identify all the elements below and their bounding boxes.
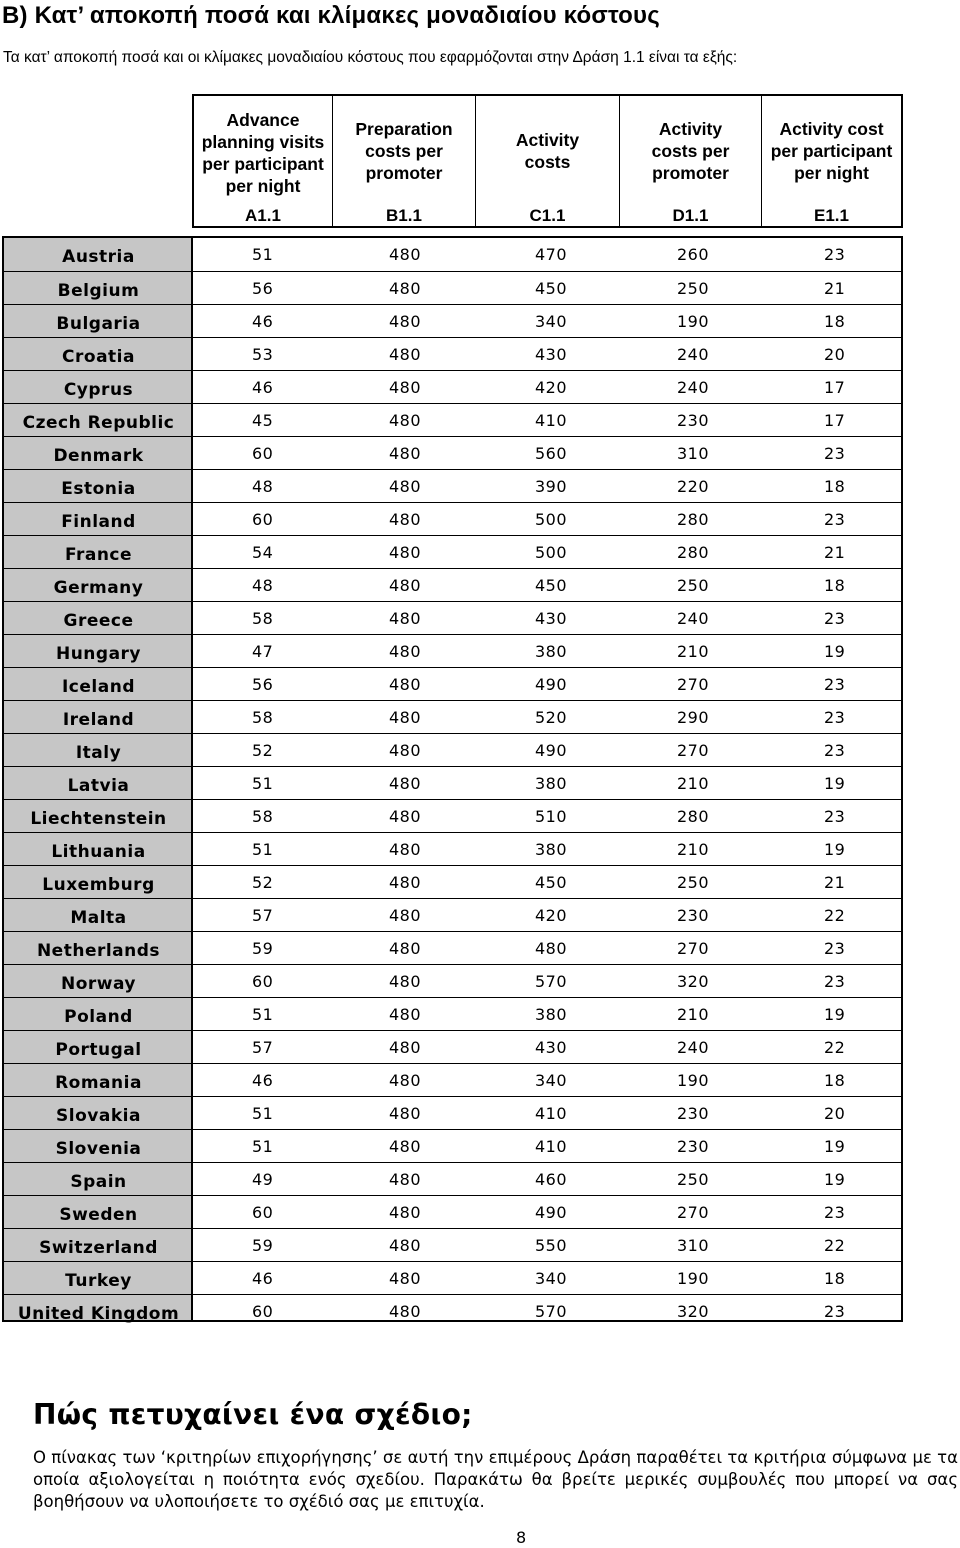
value-c: 340 <box>535 1071 568 1090</box>
value-d: 310 <box>677 444 710 463</box>
value-d: 240 <box>677 378 710 397</box>
value-c: 450 <box>535 279 568 298</box>
table-row <box>4 1096 901 1129</box>
value-e: 19 <box>824 1170 846 1189</box>
table-row <box>4 832 901 865</box>
value-d: 320 <box>677 972 710 991</box>
country-name: Italy <box>75 743 122 763</box>
table-row <box>4 634 901 667</box>
value-d: 210 <box>677 642 710 661</box>
country-name: Austria <box>62 247 135 267</box>
value-a: 52 <box>252 741 274 760</box>
value-e: 23 <box>824 609 846 628</box>
country-name: Malta <box>70 908 127 928</box>
value-e: 17 <box>824 378 846 397</box>
value-b: 480 <box>389 840 422 859</box>
value-d: 190 <box>677 312 710 331</box>
table-row <box>4 337 901 370</box>
value-a: 53 <box>252 345 274 364</box>
table-row <box>4 799 901 832</box>
column-label: Advance planning visits per participant per night <box>201 110 325 196</box>
value-e: 19 <box>824 840 846 859</box>
value-e: 21 <box>824 873 846 892</box>
value-d: 190 <box>677 1269 710 1288</box>
table-row <box>4 535 901 568</box>
value-e: 23 <box>824 1203 846 1222</box>
value-b: 480 <box>389 1137 422 1156</box>
section-title: Β) Κατ’ αποκοπή ποσά και κλίμακες μοναδιαίου κόστους <box>2 2 660 29</box>
value-d: 250 <box>677 576 710 595</box>
country-name: Slovakia <box>56 1106 141 1126</box>
country-name: Sweden <box>59 1205 138 1225</box>
value-b: 480 <box>389 708 422 727</box>
column-header-b <box>332 96 475 226</box>
value-a: 58 <box>252 708 274 727</box>
value-d: 270 <box>677 939 710 958</box>
value-d: 240 <box>677 609 710 628</box>
table-row <box>4 1162 901 1195</box>
table-row <box>4 601 901 634</box>
value-b: 480 <box>389 873 422 892</box>
value-c: 420 <box>535 378 568 397</box>
value-c: 450 <box>535 873 568 892</box>
value-c: 380 <box>535 774 568 793</box>
country-name: Romania <box>55 1073 142 1093</box>
value-b: 480 <box>389 378 422 397</box>
value-a: 59 <box>252 939 274 958</box>
value-d: 190 <box>677 1071 710 1090</box>
value-d: 210 <box>677 774 710 793</box>
table-row <box>4 502 901 535</box>
country-name: Cyprus <box>63 380 134 400</box>
value-b: 480 <box>389 972 422 991</box>
value-b: 480 <box>389 411 422 430</box>
value-b: 480 <box>389 1005 422 1024</box>
value-c: 490 <box>535 1203 568 1222</box>
value-a: 57 <box>252 1038 274 1057</box>
country-name: Norway <box>60 974 137 994</box>
value-e: 23 <box>824 444 846 463</box>
value-d: 230 <box>677 1137 710 1156</box>
column-code: C1.1 <box>529 206 566 225</box>
value-d: 260 <box>677 245 710 264</box>
country-name: Turkey <box>65 1271 132 1291</box>
value-b: 480 <box>389 279 422 298</box>
value-a: 52 <box>252 873 274 892</box>
table-header <box>192 94 903 228</box>
value-a: 51 <box>252 774 274 793</box>
column-label: Activity costs per promoter <box>651 119 730 183</box>
country-name: Poland <box>64 1007 133 1027</box>
column-header-d <box>619 96 761 226</box>
table-row <box>4 1294 901 1327</box>
value-c: 520 <box>535 708 568 727</box>
country-name: Slovenia <box>55 1139 142 1159</box>
value-c: 570 <box>535 972 568 991</box>
value-b: 480 <box>389 807 422 826</box>
value-c: 410 <box>535 411 568 430</box>
value-a: 60 <box>252 1302 274 1321</box>
value-e: 23 <box>824 708 846 727</box>
value-a: 47 <box>252 642 274 661</box>
table-row <box>4 1261 901 1294</box>
value-d: 230 <box>677 411 710 430</box>
country-name: Greece <box>63 611 134 631</box>
value-a: 46 <box>252 378 274 397</box>
value-e: 23 <box>824 1302 846 1321</box>
value-e: 22 <box>824 906 846 925</box>
value-b: 480 <box>389 906 422 925</box>
value-e: 23 <box>824 675 846 694</box>
value-b: 480 <box>389 1203 422 1222</box>
value-d: 230 <box>677 1104 710 1123</box>
table-row <box>4 238 901 271</box>
value-d: 270 <box>677 675 710 694</box>
value-c: 340 <box>535 312 568 331</box>
column-label: Activity costs <box>515 130 580 172</box>
country-name: Hungary <box>55 644 142 664</box>
value-d: 210 <box>677 1005 710 1024</box>
value-d: 280 <box>677 543 710 562</box>
table-row <box>4 271 901 304</box>
value-a: 60 <box>252 1203 274 1222</box>
value-e: 22 <box>824 1236 846 1255</box>
value-c: 420 <box>535 906 568 925</box>
table-row <box>4 403 901 436</box>
value-a: 51 <box>252 1137 274 1156</box>
table-row <box>4 865 901 898</box>
column-label: Preparation costs per promoter <box>355 119 453 183</box>
country-name: Netherlands <box>36 941 161 961</box>
table-row <box>4 1129 901 1162</box>
column-code: A1.1 <box>245 206 281 225</box>
value-e: 19 <box>824 642 846 661</box>
value-d: 230 <box>677 906 710 925</box>
country-name: United Kingdom <box>17 1304 180 1324</box>
value-e: 23 <box>824 972 846 991</box>
value-c: 380 <box>535 1005 568 1024</box>
value-b: 480 <box>389 609 422 628</box>
value-c: 480 <box>535 939 568 958</box>
value-c: 380 <box>535 642 568 661</box>
value-c: 430 <box>535 1038 568 1057</box>
value-b: 480 <box>389 1170 422 1189</box>
table-row <box>4 964 901 997</box>
value-e: 19 <box>824 1137 846 1156</box>
table-row <box>4 304 901 337</box>
value-d: 320 <box>677 1302 710 1321</box>
value-c: 500 <box>535 543 568 562</box>
value-b: 480 <box>389 1038 422 1057</box>
value-b: 480 <box>389 1269 422 1288</box>
value-d: 310 <box>677 1236 710 1255</box>
value-b: 480 <box>389 1071 422 1090</box>
country-name: Denmark <box>53 446 144 466</box>
value-e: 18 <box>824 312 846 331</box>
value-a: 48 <box>252 576 274 595</box>
value-e: 23 <box>824 807 846 826</box>
value-a: 56 <box>252 675 274 694</box>
value-e: 23 <box>824 741 846 760</box>
value-e: 21 <box>824 279 846 298</box>
cost-table <box>2 236 903 1322</box>
value-a: 58 <box>252 609 274 628</box>
value-c: 470 <box>535 245 568 264</box>
column-header-e <box>761 96 901 226</box>
country-name: Ireland <box>62 710 135 730</box>
column-code: B1.1 <box>386 206 422 225</box>
value-c: 380 <box>535 840 568 859</box>
value-e: 17 <box>824 411 846 430</box>
value-b: 480 <box>389 444 422 463</box>
success-paragraph: Ο πίνακας των ‘κριτηρίων επιχορήγησης’ σε αυτή την επιμέρους Δράση παραθέτει τα κριτήρια σύμφωνα με τα οποία αξιολογείται η ποιότητα ενός σχεδίου. Παρακάτω θα βρείτε μερικές συμβουλές που μπορεί να σας βοηθήσουν να υλοποιήσετε το σχέδιό σας με επιτυχία. <box>33 1448 958 1511</box>
success-heading: Πώς πετυχαίνει ένα σχέδιο; <box>33 1398 473 1431</box>
value-a: 51 <box>252 1104 274 1123</box>
table-row <box>4 766 901 799</box>
country-name: Belgium <box>57 281 140 301</box>
table-row <box>4 667 901 700</box>
table-row <box>4 700 901 733</box>
value-c: 340 <box>535 1269 568 1288</box>
value-c: 550 <box>535 1236 568 1255</box>
table-row <box>4 370 901 403</box>
value-e: 18 <box>824 1269 846 1288</box>
page-number: 8 <box>516 1528 527 1547</box>
column-header-a <box>194 96 332 226</box>
value-d: 250 <box>677 1170 710 1189</box>
value-a: 57 <box>252 906 274 925</box>
value-a: 46 <box>252 1071 274 1090</box>
value-b: 480 <box>389 675 422 694</box>
value-d: 270 <box>677 741 710 760</box>
value-e: 21 <box>824 543 846 562</box>
country-name: Spain <box>70 1172 127 1192</box>
value-d: 240 <box>677 345 710 364</box>
table-row <box>4 436 901 469</box>
value-e: 23 <box>824 510 846 529</box>
table-row <box>4 1063 901 1096</box>
value-b: 480 <box>389 1104 422 1123</box>
value-a: 56 <box>252 279 274 298</box>
table-row <box>4 997 901 1030</box>
value-e: 23 <box>824 245 846 264</box>
table-row <box>4 1195 901 1228</box>
value-b: 480 <box>389 576 422 595</box>
value-b: 480 <box>389 312 422 331</box>
value-d: 250 <box>677 279 710 298</box>
table-row <box>4 1228 901 1261</box>
value-a: 46 <box>252 1269 274 1288</box>
country-name: Germany <box>53 578 144 598</box>
value-a: 60 <box>252 444 274 463</box>
value-c: 570 <box>535 1302 568 1321</box>
country-name: France <box>64 545 133 565</box>
country-name: Estonia <box>61 479 136 499</box>
country-name: Portugal <box>55 1040 142 1060</box>
value-c: 430 <box>535 609 568 628</box>
value-a: 51 <box>252 840 274 859</box>
value-a: 60 <box>252 972 274 991</box>
value-a: 51 <box>252 245 274 264</box>
value-b: 480 <box>389 774 422 793</box>
column-label: Activity cost per participant per night <box>770 119 893 183</box>
table-row <box>4 568 901 601</box>
value-c: 430 <box>535 345 568 364</box>
value-d: 280 <box>677 510 710 529</box>
value-d: 210 <box>677 840 710 859</box>
value-e: 18 <box>824 576 846 595</box>
value-c: 450 <box>535 576 568 595</box>
value-a: 49 <box>252 1170 274 1189</box>
value-e: 18 <box>824 477 846 496</box>
value-d: 220 <box>677 477 710 496</box>
value-e: 18 <box>824 1071 846 1090</box>
value-b: 480 <box>389 543 422 562</box>
value-b: 480 <box>389 741 422 760</box>
value-d: 240 <box>677 1038 710 1057</box>
country-name: Iceland <box>61 677 135 697</box>
value-a: 54 <box>252 543 274 562</box>
value-b: 480 <box>389 1236 422 1255</box>
value-c: 460 <box>535 1170 568 1189</box>
value-b: 480 <box>389 1302 422 1321</box>
value-a: 60 <box>252 510 274 529</box>
country-name: Czech Republic <box>22 413 175 433</box>
value-d: 250 <box>677 873 710 892</box>
value-b: 480 <box>389 510 422 529</box>
value-e: 20 <box>824 345 846 364</box>
value-b: 480 <box>389 345 422 364</box>
column-code: E1.1 <box>814 206 849 225</box>
table-row <box>4 469 901 502</box>
value-b: 480 <box>389 939 422 958</box>
value-a: 45 <box>252 411 274 430</box>
value-e: 20 <box>824 1104 846 1123</box>
column-code: D1.1 <box>672 206 709 225</box>
value-e: 23 <box>824 939 846 958</box>
value-e: 22 <box>824 1038 846 1057</box>
value-c: 500 <box>535 510 568 529</box>
value-b: 480 <box>389 477 422 496</box>
table-row <box>4 931 901 964</box>
table-row <box>4 1030 901 1063</box>
table-row <box>4 733 901 766</box>
value-b: 480 <box>389 642 422 661</box>
country-name: Luxemburg <box>42 875 155 895</box>
value-c: 490 <box>535 741 568 760</box>
value-c: 560 <box>535 444 568 463</box>
country-name: Croatia <box>62 347 135 367</box>
value-e: 19 <box>824 774 846 793</box>
value-a: 48 <box>252 477 274 496</box>
value-c: 490 <box>535 675 568 694</box>
table-row <box>4 898 901 931</box>
country-name: Finland <box>61 512 136 532</box>
value-d: 280 <box>677 807 710 826</box>
value-a: 46 <box>252 312 274 331</box>
country-name: Bulgaria <box>56 314 141 334</box>
country-name: Liechtenstein <box>30 809 167 829</box>
value-c: 510 <box>535 807 568 826</box>
country-name: Latvia <box>67 776 130 796</box>
column-header-c <box>475 96 619 226</box>
value-d: 290 <box>677 708 710 727</box>
value-d: 270 <box>677 1203 710 1222</box>
intro-text: Τα κατ’ αποκοπή ποσά και οι κλίμακες μοναδιαίου κόστους που εφαρμόζονται στην Δράση 1.1 είναι τα εξής: <box>3 49 738 66</box>
country-name: Lithuania <box>51 842 146 862</box>
value-c: 390 <box>535 477 568 496</box>
value-b: 480 <box>389 245 422 264</box>
value-e: 19 <box>824 1005 846 1024</box>
value-a: 58 <box>252 807 274 826</box>
country-name: Switzerland <box>39 1238 158 1258</box>
value-c: 410 <box>535 1137 568 1156</box>
value-c: 410 <box>535 1104 568 1123</box>
value-a: 59 <box>252 1236 274 1255</box>
value-a: 51 <box>252 1005 274 1024</box>
